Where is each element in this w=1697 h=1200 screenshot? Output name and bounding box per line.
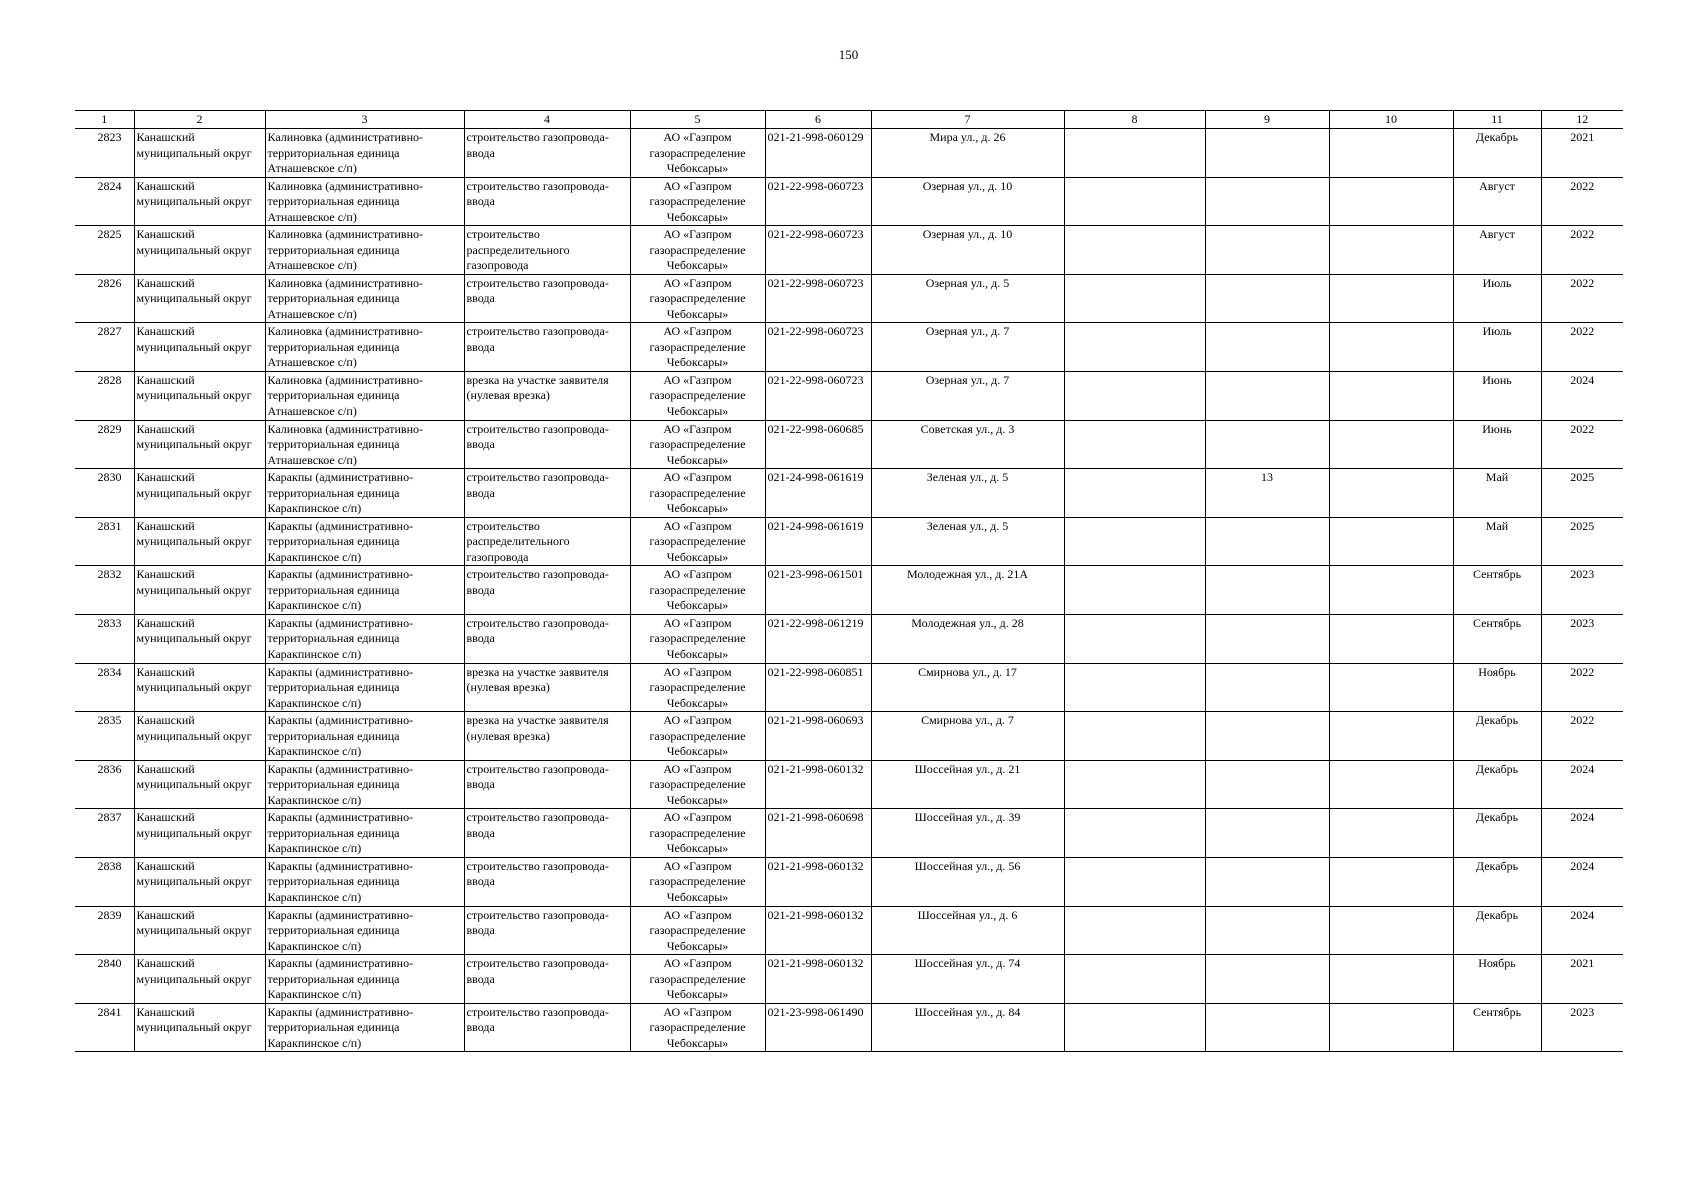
cell-col-9 xyxy=(1205,371,1329,420)
cell-row-number: 2824 xyxy=(75,177,134,226)
cell-address: Шоссейная ул., д. 39 xyxy=(871,809,1064,858)
cell-address: Шоссейная ул., д. 56 xyxy=(871,857,1064,906)
cell-col-8 xyxy=(1064,129,1205,178)
cell-month: Декабрь xyxy=(1453,906,1541,955)
table-row xyxy=(75,517,1623,566)
cell-code: 021-21-998-060132 xyxy=(765,906,871,955)
cell-work-type: врезка на участке заявителя (нулевая врезка) xyxy=(464,371,630,420)
cell-month: Декабрь xyxy=(1453,760,1541,809)
cell-row-number: 2841 xyxy=(75,1003,134,1052)
cell-col-10 xyxy=(1329,663,1453,712)
column-header-7: 7 xyxy=(871,111,1064,129)
cell-organization: АО «Газпром газораспределение Чебоксары» xyxy=(630,712,765,761)
cell-locality: Каракпы (административно-территориальная единица Каракпинское с/п) xyxy=(265,906,464,955)
cell-address: Мира ул., д. 26 xyxy=(871,129,1064,178)
column-header-8: 8 xyxy=(1064,111,1205,129)
cell-year: 2024 xyxy=(1541,760,1623,809)
cell-month: Сентябрь xyxy=(1453,1003,1541,1052)
cell-row-number: 2828 xyxy=(75,371,134,420)
cell-year: 2021 xyxy=(1541,129,1623,178)
cell-work-type: строительство газопровода-ввода xyxy=(464,614,630,663)
cell-locality: Каракпы (административно-территориальная единица Каракпинское с/п) xyxy=(265,712,464,761)
column-header-2: 2 xyxy=(134,111,265,129)
cell-work-type: строительство распределительного газопровода xyxy=(464,517,630,566)
cell-district: Канашский муниципальный округ xyxy=(134,420,265,469)
cell-col-10 xyxy=(1329,420,1453,469)
cell-row-number: 2835 xyxy=(75,712,134,761)
cell-col-10 xyxy=(1329,517,1453,566)
cell-row-number: 2837 xyxy=(75,809,134,858)
cell-month: Июнь xyxy=(1453,371,1541,420)
table-row xyxy=(75,274,1623,323)
cell-address: Озерная ул., д. 7 xyxy=(871,371,1064,420)
cell-col-10 xyxy=(1329,371,1453,420)
table-row xyxy=(75,712,1623,761)
cell-address: Смирнова ул., д. 7 xyxy=(871,712,1064,761)
cell-locality: Калиновка (административно-территориальная единица Атнашевское с/п) xyxy=(265,420,464,469)
column-header-12: 12 xyxy=(1541,111,1623,129)
cell-address: Зеленая ул., д. 5 xyxy=(871,517,1064,566)
cell-year: 2022 xyxy=(1541,712,1623,761)
cell-address: Смирнова ул., д. 17 xyxy=(871,663,1064,712)
cell-row-number: 2829 xyxy=(75,420,134,469)
cell-col-8 xyxy=(1064,177,1205,226)
cell-organization: АО «Газпром газораспределение Чебоксары» xyxy=(630,566,765,615)
cell-row-number: 2839 xyxy=(75,906,134,955)
cell-col-9 xyxy=(1205,857,1329,906)
cell-code: 021-22-998-060851 xyxy=(765,663,871,712)
cell-district: Канашский муниципальный округ xyxy=(134,177,265,226)
cell-col-9 xyxy=(1205,566,1329,615)
cell-month: Декабрь xyxy=(1453,129,1541,178)
cell-col-9 xyxy=(1205,177,1329,226)
cell-code: 021-23-998-061490 xyxy=(765,1003,871,1052)
cell-organization: АО «Газпром газораспределение Чебоксары» xyxy=(630,955,765,1004)
cell-organization: АО «Газпром газораспределение Чебоксары» xyxy=(630,371,765,420)
cell-row-number: 2827 xyxy=(75,323,134,372)
column-header-1: 1 xyxy=(75,111,134,129)
cell-organization: АО «Газпром газораспределение Чебоксары» xyxy=(630,809,765,858)
cell-code: 021-21-998-060693 xyxy=(765,712,871,761)
cell-month: Август xyxy=(1453,226,1541,275)
cell-month: Август xyxy=(1453,177,1541,226)
cell-district: Канашский муниципальный округ xyxy=(134,857,265,906)
cell-col-9 xyxy=(1205,274,1329,323)
cell-col-9 xyxy=(1205,809,1329,858)
table-row xyxy=(75,323,1623,372)
cell-col-10 xyxy=(1329,274,1453,323)
table-row xyxy=(75,809,1623,858)
cell-locality: Калиновка (административно-территориальная единица Атнашевское с/п) xyxy=(265,274,464,323)
cell-work-type: врезка на участке заявителя (нулевая врезка) xyxy=(464,712,630,761)
cell-address: Молодежная ул., д. 28 xyxy=(871,614,1064,663)
cell-col-8 xyxy=(1064,566,1205,615)
cell-col-10 xyxy=(1329,469,1453,518)
register-table xyxy=(75,110,1623,1052)
column-header-9: 9 xyxy=(1205,111,1329,129)
cell-col-9 xyxy=(1205,712,1329,761)
cell-col-8 xyxy=(1064,469,1205,518)
cell-year: 2022 xyxy=(1541,663,1623,712)
table-row xyxy=(75,955,1623,1004)
cell-locality: Каракпы (административно-территориальная единица Каракпинское с/п) xyxy=(265,809,464,858)
cell-work-type: строительство газопровода-ввода xyxy=(464,955,630,1004)
cell-locality: Калиновка (административно-территориальная единица Атнашевское с/п) xyxy=(265,226,464,275)
header-row xyxy=(75,111,1623,129)
cell-col-10 xyxy=(1329,712,1453,761)
cell-col-10 xyxy=(1329,760,1453,809)
cell-month: Декабрь xyxy=(1453,712,1541,761)
cell-row-number: 2831 xyxy=(75,517,134,566)
cell-work-type: строительство газопровода-ввода xyxy=(464,274,630,323)
cell-district: Канашский муниципальный округ xyxy=(134,712,265,761)
cell-work-type: врезка на участке заявителя (нулевая врезка) xyxy=(464,663,630,712)
cell-month: Июль xyxy=(1453,323,1541,372)
cell-year: 2021 xyxy=(1541,955,1623,1004)
cell-address: Шоссейная ул., д. 84 xyxy=(871,1003,1064,1052)
cell-work-type: строительство газопровода-ввода xyxy=(464,566,630,615)
cell-year: 2024 xyxy=(1541,809,1623,858)
cell-col-9 xyxy=(1205,517,1329,566)
cell-work-type: строительство распределительного газопровода xyxy=(464,226,630,275)
cell-month: Май xyxy=(1453,517,1541,566)
cell-address: Озерная ул., д. 10 xyxy=(871,226,1064,275)
cell-code: 021-22-998-060723 xyxy=(765,371,871,420)
cell-month: Ноябрь xyxy=(1453,955,1541,1004)
cell-work-type: строительство газопровода-ввода xyxy=(464,809,630,858)
cell-code: 021-21-998-060129 xyxy=(765,129,871,178)
cell-col-9 xyxy=(1205,906,1329,955)
cell-month: Сентябрь xyxy=(1453,614,1541,663)
cell-district: Канашский муниципальный округ xyxy=(134,226,265,275)
cell-address: Озерная ул., д. 10 xyxy=(871,177,1064,226)
cell-locality: Каракпы (административно-территориальная единица Каракпинское с/п) xyxy=(265,857,464,906)
cell-col-9 xyxy=(1205,226,1329,275)
cell-year: 2023 xyxy=(1541,614,1623,663)
cell-organization: АО «Газпром газораспределение Чебоксары» xyxy=(630,906,765,955)
cell-work-type: строительство газопровода-ввода xyxy=(464,1003,630,1052)
cell-district: Канашский муниципальный округ xyxy=(134,955,265,1004)
cell-year: 2025 xyxy=(1541,517,1623,566)
cell-col-9 xyxy=(1205,614,1329,663)
cell-col-8 xyxy=(1064,226,1205,275)
cell-col-9 xyxy=(1205,129,1329,178)
cell-year: 2022 xyxy=(1541,177,1623,226)
cell-row-number: 2840 xyxy=(75,955,134,1004)
column-header-11: 11 xyxy=(1453,111,1541,129)
cell-locality: Каракпы (административно-территориальная единица Каракпинское с/п) xyxy=(265,760,464,809)
cell-locality: Каракпы (административно-территориальная единица Каракпинское с/п) xyxy=(265,614,464,663)
cell-work-type: строительство газопровода-ввода xyxy=(464,420,630,469)
cell-work-type: строительство газопровода-ввода xyxy=(464,469,630,518)
cell-col-9 xyxy=(1205,663,1329,712)
table-row xyxy=(75,420,1623,469)
cell-row-number: 2830 xyxy=(75,469,134,518)
cell-year: 2022 xyxy=(1541,226,1623,275)
cell-col-8 xyxy=(1064,323,1205,372)
cell-row-number: 2836 xyxy=(75,760,134,809)
cell-code: 021-22-998-060685 xyxy=(765,420,871,469)
cell-district: Канашский муниципальный округ xyxy=(134,906,265,955)
cell-col-8 xyxy=(1064,274,1205,323)
cell-locality: Каракпы (административно-территориальная единица Каракпинское с/п) xyxy=(265,663,464,712)
cell-year: 2022 xyxy=(1541,274,1623,323)
cell-locality: Калиновка (административно-территориальная единица Атнашевское с/п) xyxy=(265,177,464,226)
table-row xyxy=(75,663,1623,712)
cell-address: Советская ул., д. 3 xyxy=(871,420,1064,469)
cell-code: 021-24-998-061619 xyxy=(765,517,871,566)
cell-col-10 xyxy=(1329,177,1453,226)
cell-col-9 xyxy=(1205,420,1329,469)
cell-col-10 xyxy=(1329,857,1453,906)
cell-code: 021-22-998-060723 xyxy=(765,226,871,275)
cell-code: 021-22-998-060723 xyxy=(765,274,871,323)
cell-col-9 xyxy=(1205,323,1329,372)
column-header-3: 3 xyxy=(265,111,464,129)
cell-col-8 xyxy=(1064,1003,1205,1052)
cell-year: 2024 xyxy=(1541,857,1623,906)
cell-year: 2025 xyxy=(1541,469,1623,518)
cell-organization: АО «Газпром газораспределение Чебоксары» xyxy=(630,614,765,663)
cell-locality: Калиновка (административно-территориальная единица Атнашевское с/п) xyxy=(265,371,464,420)
cell-address: Озерная ул., д. 5 xyxy=(871,274,1064,323)
cell-col-8 xyxy=(1064,517,1205,566)
table-row xyxy=(75,371,1623,420)
cell-district: Канашский муниципальный округ xyxy=(134,129,265,178)
cell-locality: Калиновка (административно-территориальная единица Атнашевское с/п) xyxy=(265,323,464,372)
cell-code: 021-21-998-060132 xyxy=(765,760,871,809)
table-row xyxy=(75,226,1623,275)
cell-organization: АО «Газпром газораспределение Чебоксары» xyxy=(630,323,765,372)
cell-year: 2024 xyxy=(1541,371,1623,420)
cell-work-type: строительство газопровода-ввода xyxy=(464,323,630,372)
cell-district: Канашский муниципальный округ xyxy=(134,1003,265,1052)
cell-organization: АО «Газпром газораспределение Чебоксары» xyxy=(630,663,765,712)
cell-code: 021-22-998-060723 xyxy=(765,177,871,226)
cell-col-10 xyxy=(1329,614,1453,663)
cell-col-10 xyxy=(1329,566,1453,615)
cell-year: 2023 xyxy=(1541,1003,1623,1052)
cell-district: Канашский муниципальный округ xyxy=(134,809,265,858)
cell-col-8 xyxy=(1064,955,1205,1004)
cell-organization: АО «Газпром газораспределение Чебоксары» xyxy=(630,129,765,178)
cell-col-10 xyxy=(1329,1003,1453,1052)
cell-col-8 xyxy=(1064,371,1205,420)
cell-month: Декабрь xyxy=(1453,857,1541,906)
cell-work-type: строительство газопровода-ввода xyxy=(464,906,630,955)
cell-work-type: строительство газопровода-ввода xyxy=(464,177,630,226)
column-header-4: 4 xyxy=(464,111,630,129)
cell-col-8 xyxy=(1064,712,1205,761)
cell-col-10 xyxy=(1329,906,1453,955)
cell-organization: АО «Газпром газораспределение Чебоксары» xyxy=(630,420,765,469)
cell-col-9 xyxy=(1205,1003,1329,1052)
column-header-6: 6 xyxy=(765,111,871,129)
table-row xyxy=(75,906,1623,955)
cell-code: 021-21-998-060132 xyxy=(765,955,871,1004)
cell-code: 021-22-998-061219 xyxy=(765,614,871,663)
cell-col-9 xyxy=(1205,760,1329,809)
cell-district: Канашский муниципальный округ xyxy=(134,469,265,518)
cell-col-10 xyxy=(1329,226,1453,275)
cell-col-8 xyxy=(1064,906,1205,955)
cell-organization: АО «Газпром газораспределение Чебоксары» xyxy=(630,177,765,226)
cell-locality: Каракпы (административно-территориальная единица Каракпинское с/п) xyxy=(265,1003,464,1052)
cell-organization: АО «Газпром газораспределение Чебоксары» xyxy=(630,1003,765,1052)
column-header-10: 10 xyxy=(1329,111,1453,129)
cell-month: Декабрь xyxy=(1453,809,1541,858)
cell-organization: АО «Газпром газораспределение Чебоксары» xyxy=(630,857,765,906)
cell-month: Сентябрь xyxy=(1453,566,1541,615)
table-row xyxy=(75,857,1623,906)
cell-district: Канашский муниципальный округ xyxy=(134,323,265,372)
cell-address: Озерная ул., д. 7 xyxy=(871,323,1064,372)
cell-year: 2022 xyxy=(1541,323,1623,372)
page-number: 150 xyxy=(838,47,859,62)
cell-district: Канашский муниципальный округ xyxy=(134,371,265,420)
cell-year: 2023 xyxy=(1541,566,1623,615)
cell-code: 021-22-998-060723 xyxy=(765,323,871,372)
cell-col-10 xyxy=(1329,129,1453,178)
cell-row-number: 2838 xyxy=(75,857,134,906)
cell-col-10 xyxy=(1329,323,1453,372)
cell-row-number: 2825 xyxy=(75,226,134,275)
cell-row-number: 2833 xyxy=(75,614,134,663)
cell-code: 021-21-998-060132 xyxy=(765,857,871,906)
cell-month: Июнь xyxy=(1453,420,1541,469)
cell-address: Шоссейная ул., д. 74 xyxy=(871,955,1064,1004)
cell-month: Ноябрь xyxy=(1453,663,1541,712)
cell-locality: Каракпы (административно-территориальная единица Каракпинское с/п) xyxy=(265,517,464,566)
cell-organization: АО «Газпром газораспределение Чебоксары» xyxy=(630,226,765,275)
cell-col-10 xyxy=(1329,955,1453,1004)
cell-year: 2024 xyxy=(1541,906,1623,955)
table-row xyxy=(75,566,1623,615)
cell-col-8 xyxy=(1064,809,1205,858)
cell-address: Зеленая ул., д. 5 xyxy=(871,469,1064,518)
cell-work-type: строительство газопровода-ввода xyxy=(464,857,630,906)
cell-month: Июль xyxy=(1453,274,1541,323)
cell-col-9: 13 xyxy=(1205,469,1329,518)
cell-district: Канашский муниципальный округ xyxy=(134,663,265,712)
table-row xyxy=(75,1003,1623,1052)
cell-district: Канашский муниципальный округ xyxy=(134,517,265,566)
cell-organization: АО «Газпром газораспределение Чебоксары» xyxy=(630,469,765,518)
cell-locality: Калиновка (административно-территориальная единица Атнашевское с/п) xyxy=(265,129,464,178)
cell-organization: АО «Газпром газораспределение Чебоксары» xyxy=(630,274,765,323)
cell-district: Канашский муниципальный округ xyxy=(134,614,265,663)
table-row xyxy=(75,469,1623,518)
cell-col-8 xyxy=(1064,663,1205,712)
cell-col-8 xyxy=(1064,760,1205,809)
cell-row-number: 2823 xyxy=(75,129,134,178)
column-header-5: 5 xyxy=(630,111,765,129)
cell-address: Молодежная ул., д. 21А xyxy=(871,566,1064,615)
cell-work-type: строительство газопровода-ввода xyxy=(464,760,630,809)
cell-col-8 xyxy=(1064,857,1205,906)
cell-locality: Каракпы (административно-территориальная единица Каракпинское с/п) xyxy=(265,469,464,518)
cell-col-8 xyxy=(1064,614,1205,663)
cell-col-10 xyxy=(1329,809,1453,858)
cell-work-type: строительство газопровода-ввода xyxy=(464,129,630,178)
cell-col-8 xyxy=(1064,420,1205,469)
cell-address: Шоссейная ул., д. 21 xyxy=(871,760,1064,809)
cell-row-number: 2832 xyxy=(75,566,134,615)
cell-address: Шоссейная ул., д. 6 xyxy=(871,906,1064,955)
cell-district: Канашский муниципальный округ xyxy=(134,760,265,809)
table-row xyxy=(75,614,1623,663)
table-row xyxy=(75,129,1623,178)
cell-month: Май xyxy=(1453,469,1541,518)
cell-row-number: 2826 xyxy=(75,274,134,323)
cell-col-9 xyxy=(1205,955,1329,1004)
cell-district: Канашский муниципальный округ xyxy=(134,566,265,615)
cell-locality: Каракпы (административно-территориальная единица Каракпинское с/п) xyxy=(265,955,464,1004)
cell-organization: АО «Газпром газораспределение Чебоксары» xyxy=(630,517,765,566)
cell-district: Канашский муниципальный округ xyxy=(134,274,265,323)
cell-organization: АО «Газпром газораспределение Чебоксары» xyxy=(630,760,765,809)
cell-row-number: 2834 xyxy=(75,663,134,712)
cell-code: 021-21-998-060698 xyxy=(765,809,871,858)
cell-year: 2022 xyxy=(1541,420,1623,469)
cell-code: 021-24-998-061619 xyxy=(765,469,871,518)
table-row xyxy=(75,177,1623,226)
cell-code: 021-23-998-061501 xyxy=(765,566,871,615)
table-row xyxy=(75,760,1623,809)
cell-locality: Каракпы (административно-территориальная единица Каракпинское с/п) xyxy=(265,566,464,615)
